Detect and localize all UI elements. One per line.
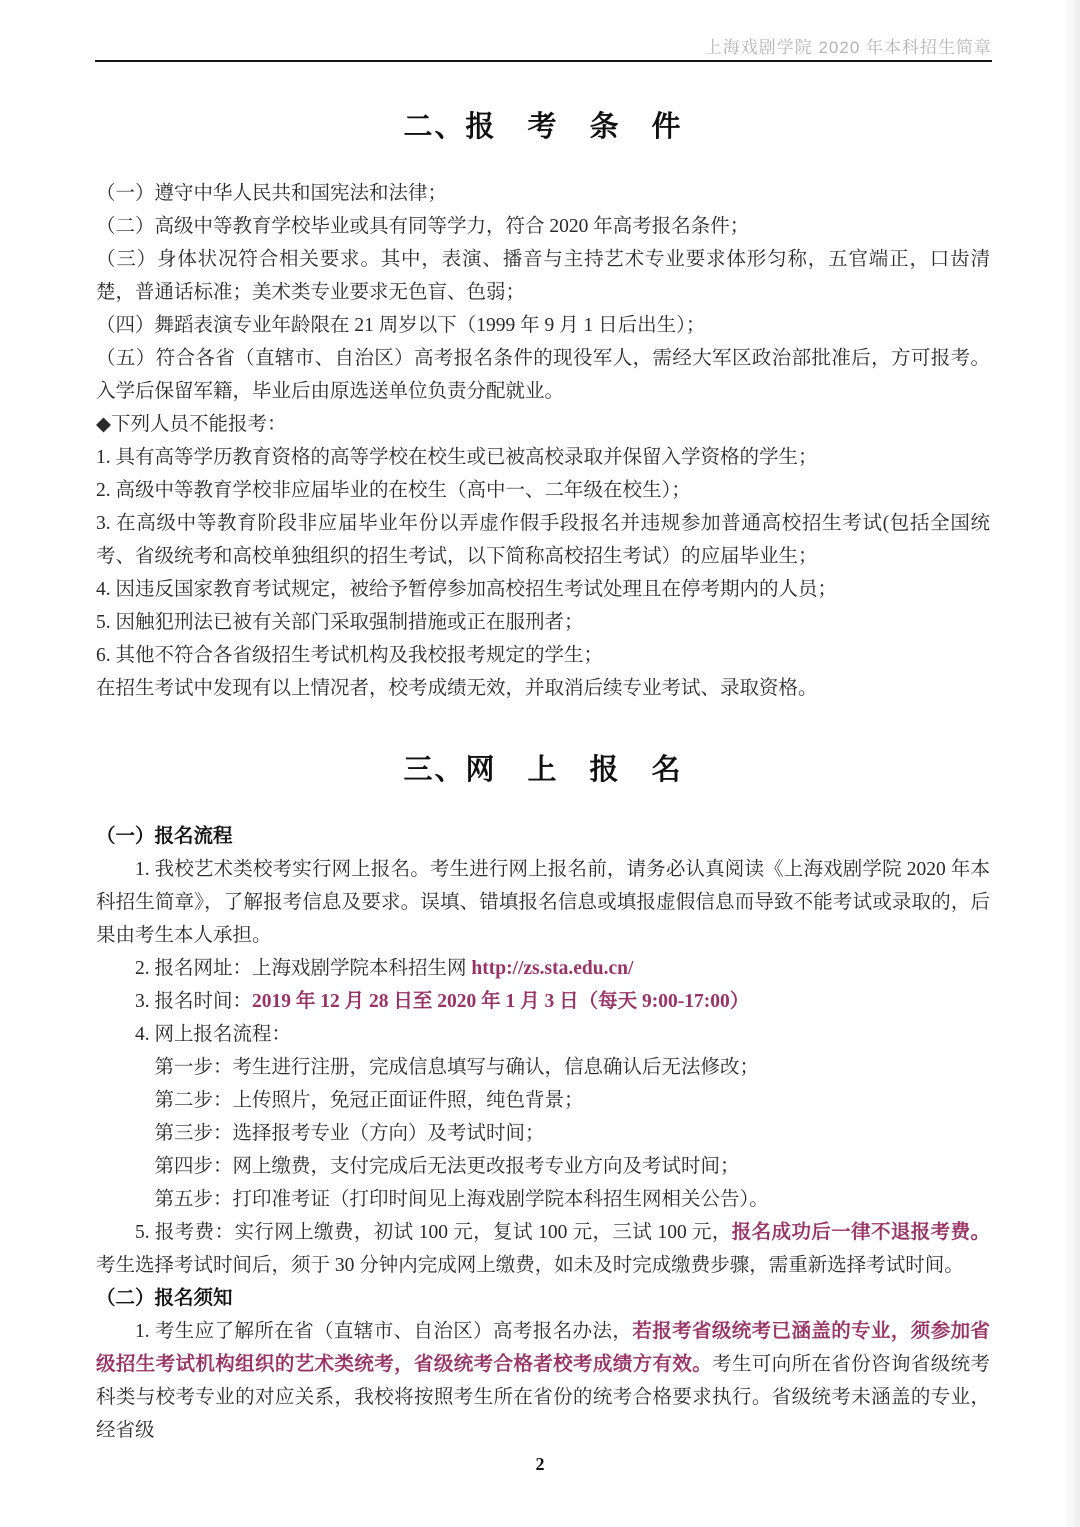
body-text: 考生选择考试时间后，须于 30 分钟内完成网上缴费，如未及时完成缴费步骤，需重新选择考试时间。 [96,1255,964,1276]
paragraph [96,243,990,309]
paragraph [96,606,990,639]
paragraph [96,853,990,952]
body-text: 3. 报名时间： [135,991,253,1012]
paragraph [96,474,990,507]
body-text: 2. 高级中等教育学校非应届毕业的在校生（高中一、二年级在校生）； [96,480,691,501]
body-text: （一）遵守中华人民共和国宪法和法律； [96,183,448,204]
paragraph [96,507,990,573]
accent-text: 若报考省级统考已涵盖的专业，须参加省级招生考试机构组织的艺术类统考，省级统考合格者校考成绩方有效。 [96,1321,990,1375]
page-number: 2 [535,1454,545,1474]
paragraph [96,1216,990,1282]
paragraph [96,1183,990,1216]
subsection-heading [96,820,990,853]
body-text: 第一步：考生进行注册，完成信息填写与确认，信息确认后无法修改； [154,1057,760,1078]
accent-text: 报名成功后一律不退报考费。 [731,1222,990,1243]
body-text: 3. 在高级中等教育阶段非应届毕业年份以弄虚作假手段报名并违规参加普通高校招生考试(包括全国统考、省级统考和高校单独组织的招生考试，以下简称高校招生考试）的应届毕业生； [96,513,990,567]
paragraph [96,1018,990,1051]
body-text: 1. 考生应了解所在省（直辖市、自治区）高考报名办法， [135,1321,633,1342]
paragraph [96,573,990,606]
paragraph [96,1084,990,1117]
paragraph [96,985,990,1018]
header-title: 上海戏剧学院 2020 年本科招生简章 [704,38,992,57]
body-text: 2. 报名网址：上海戏剧学院本科招生网 [135,958,472,979]
body-text: （四）舞蹈表演专业年龄限在 21 周岁以下（1999 年 9 月 1 日后出生）； [96,315,706,336]
body-text: 1. 具有高等学历教育资格的高等学校在校生或已被高校录取并保留入学资格的学生； [96,447,818,468]
paragraph [96,342,990,408]
page-header [705,33,992,58]
body-text: 4. 网上报名流程： [135,1024,292,1045]
page-footer [0,1454,1080,1475]
paragraph [96,952,990,985]
paragraph [96,441,990,474]
registration-dates: 2019 年 12 月 28 日至 2020 年 1 月 3 日（每天 9:00-17:00） [252,991,750,1012]
body-text: 第四步：网上缴费，支付完成后无法更改报考专业方向及考试时间； [154,1156,740,1177]
section-title-1: 二、报 考 条 件 [403,111,683,143]
paragraph [96,639,990,672]
body-text: （三）身体状况符合相关要求。其中，表演、播音与主持艺术专业要求体形匀称，五官端正，口齿清楚，普通话标准；美术类专业要求无色盲、色弱； [96,249,990,303]
body-text: 6. 其他不符合各省级招生考试机构及我校报考规定的学生； [96,645,604,666]
section-title-2: 三、网 上 报 名 [403,754,683,786]
subsection-heading [96,1282,990,1315]
paragraph [96,1315,990,1447]
body-text: ◆下列人员不能报考： [96,414,287,435]
body-text: 1. 我校艺术类校考实行网上报名。考生进行网上报名前，请务必认真阅读《上海戏剧学院 2020 年本科招生简章》，了解报考信息及要求。误填、错填报名信息或填报虚假信息而导致不能考试或录取的，后果由考生本人承担。 [96,859,990,946]
body-text: 考生可向所在省份咨询省级统考科类与校考专业的对应关系，我校将按照考生所在省份的统考合格要求执行。省级统考未涵盖的专业，经省级 [96,1354,990,1441]
body-text: 在招生考试中发现有以上情况者，校考成绩无效，并取消后续专业考试、录取资格。 [96,678,818,699]
body-text: 第五步：打印准考证（打印时间见上海戏剧学院本科招生网相关公告）。 [154,1189,769,1210]
body-text: 5. 报考费：实行网上缴费，初试 100 元，复试 100 元，三试 100 元， [135,1222,732,1243]
document-content [96,62,990,1447]
cannot-apply-heading [96,408,990,441]
bold-text: （二）报名须知 [96,1288,233,1309]
paragraph [96,1150,990,1183]
paragraph [96,210,990,243]
body-text: 第二步：上传照片，免冠正面证件照，纯色背景； [154,1090,584,1111]
body-text: 4. 因违反国家教育考试规定，被给予暂停参加高校招生考试处理且在停考期内的人员； [96,579,838,600]
paragraph [96,177,990,210]
body-text: （二）高级中等教育学校毕业或具有同等学力，符合 2020 年高考报名条件； [96,216,750,237]
paragraph [96,309,990,342]
paragraph [96,1117,990,1150]
bold-text: （一）报名流程 [96,826,233,847]
body-text: （五）符合各省（直辖市、自治区）高考报名条件的现役军人，需经大军区政治部批准后，方可报考。入学后保留军籍，毕业后由原选送单位负责分配就业。 [96,348,990,402]
body-text: 第三步：选择报考专业（方向）及考试时间； [154,1123,545,1144]
paragraph [96,672,990,705]
registration-url: http://zs.sta.edu.cn/ [471,958,634,979]
paragraph [96,1051,990,1084]
body-text: 5. 因触犯刑法已被有关部门采取强制措施或正在服刑者； [96,612,584,633]
